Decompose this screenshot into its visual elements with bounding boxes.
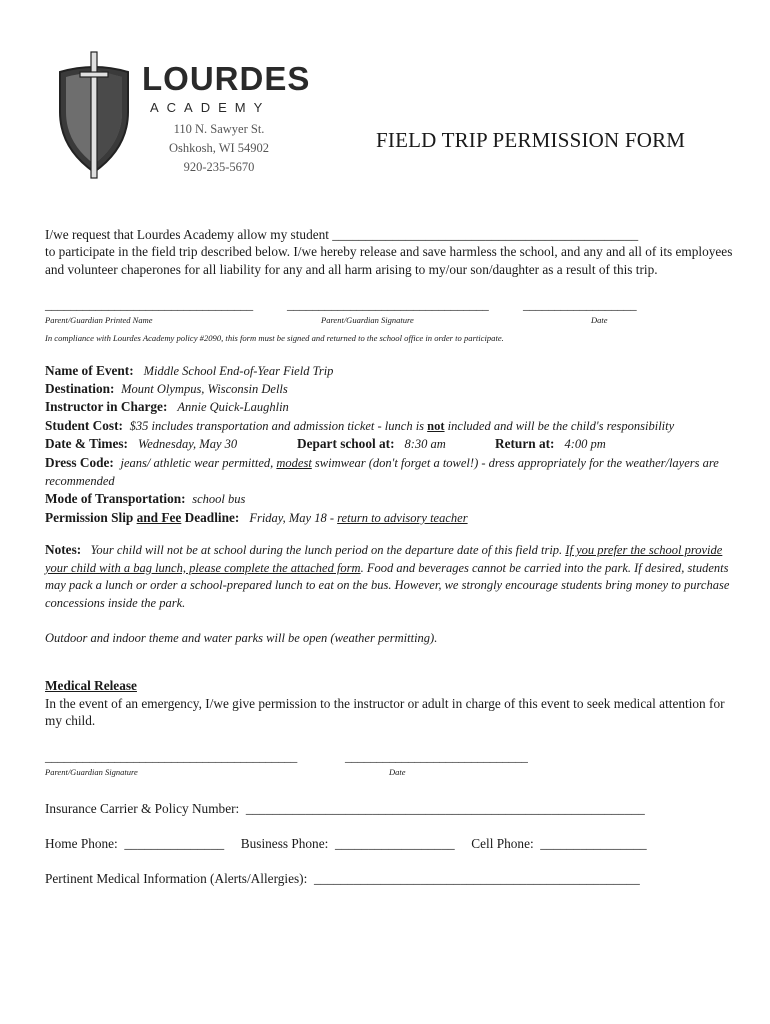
- dress-modest-emphasis: modest: [276, 455, 312, 470]
- medical-date-caption: Date: [389, 766, 406, 777]
- destination-label: Destination:: [45, 381, 115, 397]
- detail-transportation: [45, 490, 735, 508]
- signature-date-caption: Date: [591, 315, 608, 326]
- event-label: Name of Event:: [45, 362, 134, 378]
- medical-signature-caption: Parent/Guardian Signature: [45, 766, 138, 777]
- signature-row-medical: [45, 748, 735, 776]
- school-name-wordmark: LOURDES: [142, 60, 311, 97]
- dates-value: Wednesday, May 30: [137, 437, 238, 452]
- intro-release-text: to participate in the field trip described below. I/we hereby release and save harmless the school, and any and all of its employees and volunteer chaperones for all liability for any and all harm arising to my/our son/daughter as a result of this trip.: [45, 244, 733, 277]
- detail-cost: [45, 417, 735, 435]
- address-phone: 920-235-5670: [183, 160, 255, 174]
- detail-event: [45, 362, 735, 380]
- notes-label: Notes:: [45, 542, 82, 558]
- phone-fields[interactable]: Home Phone: _______________ Business Phone: __________________ Cell Phone: ________________: [45, 835, 647, 851]
- address-street: 110 N. Sawyer St.: [173, 122, 265, 136]
- cost-text-b: included and will be the child's responsibility: [444, 418, 675, 433]
- dress-label: Dress Code:: [45, 454, 114, 470]
- deadline-label: [45, 510, 239, 525]
- notes-paragraph: [45, 541, 735, 612]
- instructor-value: Annie Quick-Laughlin: [177, 400, 289, 415]
- printed-name-blank[interactable]: _________________________________: [45, 297, 253, 313]
- dress-value: [45, 456, 719, 488]
- transport-value: school bus: [192, 492, 246, 507]
- compliance-note: In compliance with Lourdes Academy policy #2090, this form must be signed and returned to the school office in order to participate.: [45, 333, 504, 344]
- dates-label: Date & Times:: [45, 436, 128, 452]
- deadline-label-a: Permission Slip: [45, 509, 137, 525]
- signature-row-parent: [45, 296, 735, 324]
- cost-not-emphasis: not: [427, 418, 445, 433]
- notes-text-b: . Food and beverages cannot be carried into the park. If desired, students may pack a lunch or order a school-prepared lunch to eat on the bus. However, we strongly encourage students bring money to purchase concessions inside the park.: [45, 560, 730, 610]
- depart-label: Depart school at:: [297, 436, 395, 452]
- detail-dress-code: [45, 454, 735, 491]
- destination-value: Mount Olympus, Wisconsin Dells: [121, 382, 288, 397]
- detail-destination: [45, 380, 735, 398]
- school-address: [160, 120, 278, 177]
- depart-value: 8:30 am: [404, 437, 446, 452]
- transport-label: Mode of Transportation:: [45, 491, 186, 507]
- printed-name-caption: Parent/Guardian Printed Name: [45, 315, 153, 326]
- address-city: Oshkosh, WI 54902: [168, 141, 270, 155]
- medical-info-field[interactable]: Pertinent Medical Information (Alerts/Allergies): _________________________________________________: [45, 871, 640, 887]
- school-subname-wordmark: ACADEMY: [150, 100, 271, 115]
- medical-release-text: In the event of an emergency, I/we give permission to the instructor or adult in charge of this event to seek medical attention for my child.: [45, 695, 725, 729]
- notes-text-a: Your child will not be at school during the lunch period on the departure date of this field trip.: [90, 543, 566, 558]
- form-body: [45, 226, 735, 888]
- return-label: Return at:: [495, 436, 555, 452]
- intro-student-line[interactable]: I/we request that Lourdes Academy allow my student ______________________________________________: [45, 227, 639, 242]
- deadline-value: [249, 511, 467, 525]
- deadline-date: Friday, May 18 -: [249, 510, 338, 525]
- detail-dates: [45, 435, 735, 453]
- depart-group: [297, 435, 446, 453]
- medical-signature-blank[interactable]: ________________________________________: [45, 748, 298, 764]
- outdoor-parks-note: Outdoor and indoor theme and water parks will be open (weather permitting).: [45, 630, 438, 645]
- insurance-field[interactable]: Insurance Carrier & Policy Number: ____________________________________________________________: [45, 800, 645, 816]
- cost-label: Student Cost:: [45, 417, 123, 433]
- detail-instructor: [45, 398, 735, 416]
- return-value: 4:00 pm: [564, 437, 606, 452]
- dress-text-a: jeans/ athletic wear permitted,: [120, 455, 277, 470]
- parent-signature-caption: Parent/Guardian Signature: [321, 315, 414, 326]
- medical-release-heading: Medical Release: [45, 678, 137, 694]
- return-group: [495, 435, 606, 453]
- notes-bag-lunch-instruction: If you prefer the school provide your child with a bag lunch, please complete the attached form: [45, 543, 723, 575]
- parent-signature-blank[interactable]: ________________________________: [287, 297, 489, 313]
- form-title: FIELD TRIP PERMISSION FORM: [376, 128, 686, 152]
- deadline-return-instruction: return to advisory teacher: [337, 510, 468, 525]
- event-value: Middle School End-of-Year Field Trip: [143, 363, 334, 378]
- intro-paragraph: [45, 226, 735, 278]
- signature-date-blank[interactable]: __________________: [523, 297, 637, 313]
- medical-date-blank[interactable]: _____________________________: [345, 748, 528, 764]
- trip-details: [45, 362, 735, 528]
- instructor-label: Instructor in Charge:: [45, 399, 168, 415]
- cost-value: [130, 419, 675, 433]
- deadline-label-b: Deadline:: [181, 509, 240, 525]
- deadline-fee-emphasis: and Fee: [136, 509, 182, 525]
- shield-sword-logo-icon: [54, 50, 134, 180]
- cost-text-a: $35 includes transportation and admission ticket - lunch is: [129, 418, 428, 433]
- dress-text-b: swimwear (don't forget a towel!) - dress appropriately for the weather/layers are recommended: [45, 455, 719, 489]
- detail-deadline: [45, 509, 735, 527]
